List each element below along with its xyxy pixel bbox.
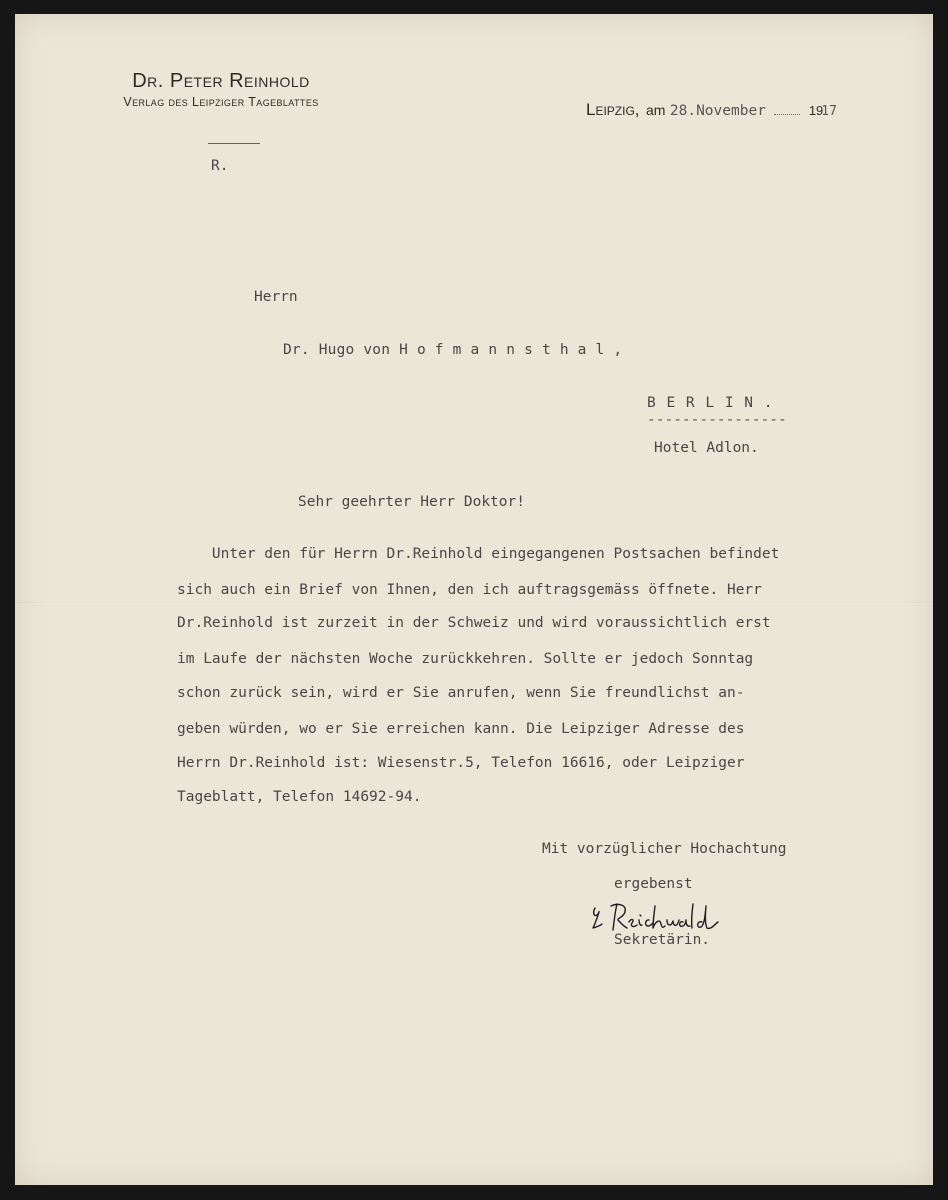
typed-date: 28.November <box>669 103 766 119</box>
place-city: Leipzig, <box>586 100 640 119</box>
body-line: Tageblatt, Telefon 14692-94. <box>177 789 422 805</box>
address-hotel: Hotel Adlon. <box>654 440 759 456</box>
reference-initial: R. <box>211 158 229 174</box>
year-prefix: 19 <box>808 103 824 118</box>
body-line: im Laufe der nächsten Woche zurückkehren. Sollte er jedoch Sonntag <box>177 651 754 667</box>
body-line: Unter den für Herrn Dr.Reinhold eingegangenen Postsachen befindet <box>177 546 780 562</box>
body-line: sich auch ein Brief von Ihnen, den ich auftragsgemäss öffnete. Herr <box>177 582 762 598</box>
ergebenst: ergebenst <box>614 876 693 892</box>
letterhead-rule <box>208 143 260 144</box>
letter-sheet <box>15 14 933 1185</box>
date-dotted-line <box>774 114 800 115</box>
salutation: Sehr geehrter Herr Doktor! <box>298 494 525 510</box>
address-city: B E R L I N . <box>647 395 774 411</box>
body-line: Herrn Dr.Reinhold ist: Wiesenstr.5, Telefon 16616, oder Leipziger <box>177 755 745 771</box>
body-line: Dr.Reinhold ist zurzeit in der Schweiz und wird voraussichtlich erst <box>177 615 771 631</box>
address-recipient: Dr. Hugo von H o f m a n n s t h a l , <box>283 342 623 358</box>
address-city-underline: ---------------- <box>647 412 787 428</box>
address-herrn: Herrn <box>254 289 298 305</box>
fold-crease <box>15 602 933 604</box>
body-line: schon zurück sein, wird er Sie anrufen, wenn Sie freundlichst an- <box>177 685 745 701</box>
closing: Mit vorzüglicher Hochachtung <box>542 841 787 857</box>
letterhead <box>71 70 371 109</box>
body-line: geben würden, wo er Sie erreichen kann. Die Leipziger Adresse des <box>177 721 745 737</box>
letterhead-subtitle: Verlag des Leipziger Tageblattes <box>123 95 319 109</box>
letterhead-name: Dr. Peter Reinhold <box>132 70 310 92</box>
signer-title: Sekretärin. <box>614 932 711 948</box>
year-suffix: 17 <box>821 104 837 119</box>
place-am: am <box>645 102 666 118</box>
place-date <box>586 100 837 120</box>
